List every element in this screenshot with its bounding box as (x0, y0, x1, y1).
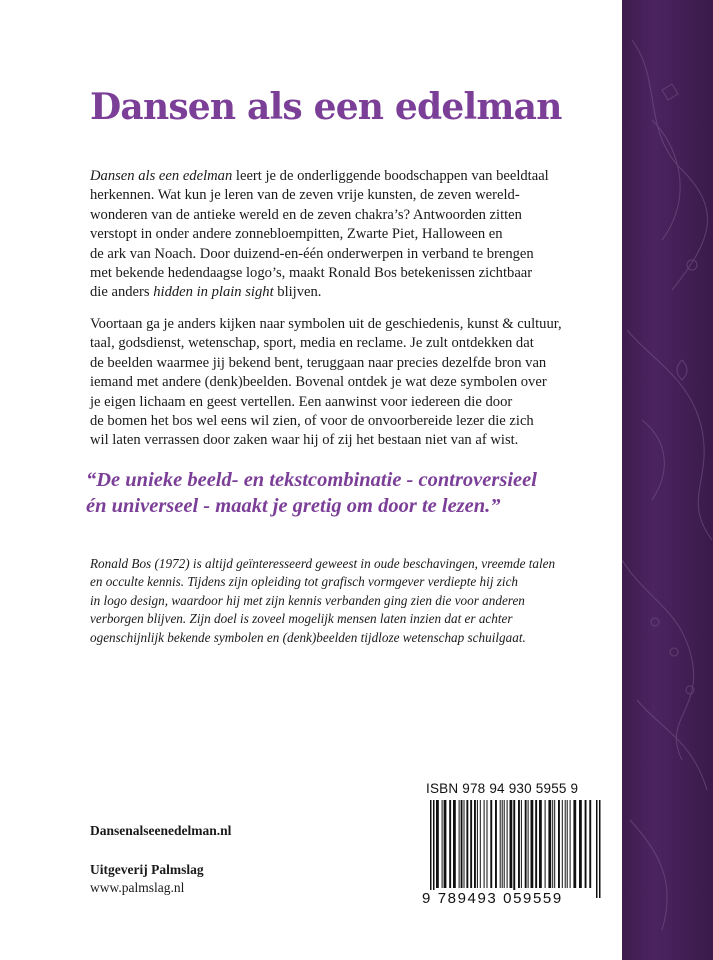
barcode-bar (548, 800, 551, 888)
barcode-bar (449, 800, 451, 888)
paragraph-line: de bomen het bos wel eens wil zien, of voor de onvoorbereide lezer die zich (90, 413, 534, 430)
bio-line: verborgen blijven. Zijn doel is zoveel mogelijk mensen laten inzien dat er achter (90, 611, 513, 627)
barcode-bar (554, 800, 555, 888)
description-paragraph-1 (90, 167, 549, 303)
barcode-bar (500, 800, 501, 888)
barcode-bar (589, 800, 591, 888)
barcode-bar (539, 800, 542, 888)
barcode-bar (433, 800, 435, 898)
barcode-bar (518, 800, 520, 888)
quote-line: én universeel - maakt je gretig om door te lezen.” (86, 495, 501, 517)
text-run: met bekende hedendaagse logo’s, maakt Ronald Bos betekenissen zichtbaar (90, 265, 533, 282)
bio-line: Ronald Bos (1972) is altijd geïnteresseerd geweest in oude beschavingen, vreemde talen (90, 556, 556, 571)
barcode-bar (502, 800, 503, 888)
text-run: verstopt in onder andere zonnebloempitten, Zwarte Piet, Halloween en (90, 226, 503, 243)
barcode-bar (453, 800, 456, 888)
barcode-bar (510, 800, 513, 888)
paragraph-line (90, 245, 549, 264)
paragraph-line: wil laten verrassen door zaken waar hij of zij het bestaan niet van af wist. (90, 432, 519, 449)
barcode-bar (545, 800, 546, 888)
text-run: leert je de onderliggende boodschappen van beeldtaal (232, 168, 549, 184)
text-run: de ark van Noach. Door duizend-en-één onderwerpen in verband te brengen (90, 245, 534, 262)
barcode-bar (504, 800, 505, 888)
text-run: blijven. (273, 284, 322, 301)
paragraph-line (90, 167, 549, 186)
barcode-bar (477, 800, 478, 888)
quote-line: “De unieke beeld- en tekstcombinatie - controversieel (86, 469, 537, 491)
paragraph-line (90, 206, 549, 225)
barcode-bar (562, 800, 563, 888)
barcode-bar (474, 800, 476, 888)
barcode-bar (535, 800, 537, 888)
paragraph-line: de beelden waarmee jij bekend bent, teruggaan naar precies dezelfde bron van (90, 354, 547, 371)
barcode-bar (470, 800, 472, 888)
barcode-bar (461, 800, 463, 888)
review-quote (86, 467, 537, 519)
barcode-bar (525, 800, 527, 888)
barcode-bar (490, 800, 492, 888)
barcode-bar (513, 800, 515, 898)
barcode-bar (579, 800, 582, 888)
barcode-bar (521, 800, 522, 888)
paragraph-line: Voortaan ga je anders kijken naar symbolen uit de geschiedenis, kunst & cultuur, (90, 316, 562, 332)
barcode-bar (466, 800, 468, 888)
text-run: wonderen van de antieke wereld en de zeven chakra’s? Antwoorden zitten (90, 206, 522, 223)
bio-line: ogenschijnlijk bekende symbolen en (denk)beelden tijdloze wetenschap schuilgaat. (90, 629, 526, 645)
barcode-bar (585, 800, 587, 888)
barcode-bar (528, 800, 529, 888)
barcode-bar (570, 800, 571, 888)
barcode-bar (430, 800, 432, 898)
paragraph-line (90, 186, 549, 205)
barcode-bar (459, 800, 460, 888)
book-website[interactable]: Dansenalseenedelman.nl (90, 823, 232, 838)
publisher-website[interactable]: www.palmslag.nl (90, 880, 185, 895)
barcode-digits: 9 789493 059559 (422, 890, 563, 907)
author-bio (90, 555, 555, 647)
barcode-bars (426, 800, 602, 900)
barcode-bar (599, 800, 601, 898)
barcode-bar (558, 800, 560, 888)
text-run: die anders (90, 284, 154, 301)
paragraph-line (90, 283, 549, 302)
barcode-bar (480, 800, 481, 888)
barcode-bar (531, 800, 534, 888)
paragraph-line: je eigen lichaam en geest vertellen. Een aanwinst voor iedereen die door (90, 393, 513, 410)
isbn-label: ISBN 978 94 930 5955 9 (426, 781, 579, 796)
barcode-bar (487, 800, 488, 888)
barcode-bar (552, 800, 553, 888)
barcode-bar (567, 800, 568, 888)
paragraph-line (90, 264, 549, 283)
book-title: Dansen als een edelman (90, 86, 562, 128)
barcode-bar (436, 800, 439, 888)
barcode-bar (484, 800, 485, 888)
barcode-bar (507, 800, 508, 888)
paragraph-line (90, 225, 549, 244)
paragraph-line: iemand met andere (denk)beelden. Bovenal ontdek je wat deze symbolen over (90, 374, 547, 391)
italic-text: Dansen als een edelman (90, 168, 233, 184)
decorative-line-art (622, 0, 713, 960)
text-run: herkennen. Wat kun je leren van de zeven vrije kunsten, de zeven wereld- (90, 187, 520, 204)
barcode-bar (444, 800, 447, 888)
paragraph-line: taal, godsdienst, wetenschap, sport, media en reclame. Je zult ontdekken dat (90, 335, 534, 352)
barcode-bar (565, 800, 566, 888)
italic-text: hidden in plain sight (153, 284, 274, 301)
barcode-bar (495, 800, 497, 888)
barcode-bar (464, 800, 465, 888)
publisher-name: Uitgeverij Palmslag (90, 862, 204, 877)
barcode-bar (596, 800, 598, 898)
bio-line: en occulte kennis. Tijdens zijn opleiding tot grafisch vormgever verdiepte hij zich (90, 574, 519, 590)
cover-spine-strip (622, 0, 713, 960)
barcode-bar (442, 800, 443, 888)
barcode-bar (573, 800, 576, 888)
description-paragraph-2 (90, 315, 562, 451)
bio-line: in logo design, waardoor hij met zijn kennis verbanden ging zien die voor anderen (90, 592, 525, 608)
